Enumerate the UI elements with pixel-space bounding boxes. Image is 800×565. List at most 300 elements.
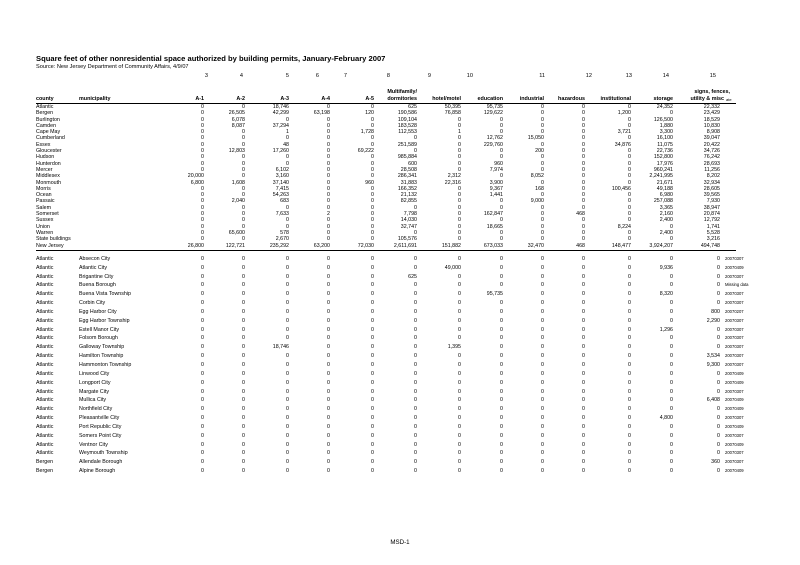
value-cell: 0 xyxy=(286,388,289,395)
value-cell: 0 xyxy=(414,135,417,142)
value-cell: 0 xyxy=(541,300,544,307)
value-cell: 0 xyxy=(286,317,289,324)
date-cell: 20070307 xyxy=(725,255,744,261)
value-cell: 0 xyxy=(458,154,461,161)
value-cell: 190,586 xyxy=(397,110,417,117)
value-cell: 9,936 xyxy=(659,264,673,271)
value-cell: 0 xyxy=(582,192,585,199)
value-cell: 0 xyxy=(371,335,374,342)
value-cell: 0 xyxy=(242,129,245,136)
value-cell: 0 xyxy=(371,282,374,289)
value-cell: 0 xyxy=(717,379,720,386)
value-cell: 0 xyxy=(670,317,673,324)
value-cell: 0 xyxy=(201,198,204,205)
value-cell: 0 xyxy=(201,129,204,136)
value-cell: 0 xyxy=(414,450,417,457)
date-cell: 20070307 xyxy=(725,300,744,306)
value-cell: 0 xyxy=(582,264,585,271)
county-cell: Atlantic xyxy=(36,291,54,298)
value-cell: 24,352 xyxy=(656,104,673,110)
value-cell: 3,900 xyxy=(489,179,503,186)
colnum: 6 xyxy=(315,73,319,79)
value-cell: 0 xyxy=(327,192,330,199)
value-cell: 0 xyxy=(628,236,631,243)
value-cell: 0 xyxy=(500,388,503,395)
value-cell: 0 xyxy=(500,148,503,155)
value-cell: 0 xyxy=(414,362,417,369)
value-cell: 0 xyxy=(458,198,461,205)
value-cell: 0 xyxy=(201,223,204,230)
value-cell: 0 xyxy=(414,379,417,386)
value-cell: 0 xyxy=(371,353,374,360)
value-cell: 673,033 xyxy=(483,242,503,249)
municipality-row xyxy=(36,352,760,361)
header-a1: A-1 xyxy=(195,96,204,102)
value-cell: 11,256 xyxy=(704,166,720,173)
header-storage: storage xyxy=(653,96,673,102)
date-cell: 20070307 xyxy=(725,317,744,323)
municipality-cell: Weymouth Township xyxy=(79,450,128,457)
value-cell: 0 xyxy=(458,335,461,342)
value-cell: 0 xyxy=(242,397,245,404)
value-cell: 2,400 xyxy=(659,229,673,236)
county-cell: Atlantic xyxy=(36,282,54,289)
value-cell: 0 xyxy=(458,273,461,280)
municipality-cell: Mullica City xyxy=(79,397,107,404)
value-cell: 0 xyxy=(582,397,585,404)
value-cell: 0 xyxy=(327,415,330,422)
value-cell: 0 xyxy=(717,255,720,262)
value-cell: 9,367 xyxy=(489,185,503,192)
date-cell: 20070307 xyxy=(725,326,744,332)
value-cell: 0 xyxy=(327,406,330,413)
county-cell: Ocean xyxy=(36,192,52,199)
value-cell: 0 xyxy=(327,468,330,475)
value-cell: 960 xyxy=(494,160,503,167)
municipality-row xyxy=(36,423,760,432)
colnum: 13 xyxy=(625,73,632,79)
value-cell: 0 xyxy=(458,415,461,422)
value-cell: 0 xyxy=(717,273,720,280)
value-cell: 20,000 xyxy=(187,173,204,180)
value-cell: 0 xyxy=(414,204,417,211)
value-cell: 0 xyxy=(327,291,330,298)
value-cell: 0 xyxy=(458,148,461,155)
value-cell: 48 xyxy=(283,141,289,148)
value-cell: 8,908 xyxy=(706,129,720,136)
value-cell: 0 xyxy=(541,141,544,148)
value-cell: 1,880 xyxy=(659,122,673,129)
date-cell: 20070307 xyxy=(725,459,744,465)
date-cell: Missing data xyxy=(725,282,749,288)
county-cell: Atlantic xyxy=(36,255,54,262)
value-cell: 14,030 xyxy=(400,217,417,224)
value-cell: 12,803 xyxy=(228,148,245,155)
value-cell: 0 xyxy=(541,255,544,262)
value-cell: 0 xyxy=(286,264,289,271)
value-cell: 683 xyxy=(280,198,289,205)
date-cell: 20070409 xyxy=(725,423,744,429)
municipality-cell xyxy=(79,243,134,249)
date-cell: 20070307 xyxy=(725,273,744,279)
value-cell: 286,341 xyxy=(397,173,417,180)
value-cell: 0 xyxy=(242,326,245,333)
value-cell: 0 xyxy=(628,388,631,395)
county-cell: Atlantic xyxy=(36,104,54,110)
value-cell: 168 xyxy=(535,185,544,192)
value-cell: 0 xyxy=(371,154,374,161)
value-cell: 0 xyxy=(717,335,720,342)
value-cell: 120 xyxy=(365,110,374,117)
value-cell: 0 xyxy=(500,154,503,161)
value-cell: 0 xyxy=(582,166,585,173)
value-cell: 0 xyxy=(670,432,673,439)
county-cell: Gloucester xyxy=(36,148,62,155)
value-cell: 32,934 xyxy=(703,179,720,186)
value-cell: 12,792 xyxy=(703,217,720,224)
value-cell: 0 xyxy=(286,397,289,404)
value-cell: 0 xyxy=(371,229,374,236)
value-cell: 0 xyxy=(541,217,544,224)
value-cell: 0 xyxy=(458,217,461,224)
value-cell: 494,748 xyxy=(700,242,720,249)
value-cell: 1,395 xyxy=(447,344,461,351)
value-cell: 0 xyxy=(541,223,544,230)
value-cell: 0 xyxy=(286,335,289,342)
value-cell: 0 xyxy=(242,204,245,211)
value-cell: 0 xyxy=(500,432,503,439)
value-cell: 7,930 xyxy=(706,198,720,205)
value-cell: 0 xyxy=(500,468,503,475)
municipality-cell: Egg Harbor City xyxy=(79,308,117,315)
municipality-cell: Pleasantville City xyxy=(79,415,120,422)
value-cell: 0 xyxy=(201,192,204,199)
value-cell: 0 xyxy=(628,179,631,186)
value-cell: 0 xyxy=(500,441,503,448)
value-cell: 0 xyxy=(628,192,631,199)
value-cell: 0 xyxy=(582,423,585,430)
municipality-row xyxy=(36,396,760,405)
value-cell: 34,876 xyxy=(614,141,631,148)
value-cell: 0 xyxy=(286,135,289,142)
value-cell: 0 xyxy=(327,166,330,173)
value-cell: 6,102 xyxy=(275,166,289,173)
value-cell: 0 xyxy=(414,308,417,315)
value-cell: 625 xyxy=(408,104,417,110)
value-cell: 0 xyxy=(670,335,673,342)
value-cell: 0 xyxy=(286,441,289,448)
value-cell: 0 xyxy=(371,211,374,218)
value-cell: 0 xyxy=(327,116,330,123)
value-cell: 0 xyxy=(541,273,544,280)
value-cell: 26,800 xyxy=(187,242,204,249)
value-cell: 0 xyxy=(414,291,417,298)
colnum: 7 xyxy=(343,73,347,79)
value-cell: 9,300 xyxy=(706,362,720,369)
value-cell: 0 xyxy=(582,353,585,360)
value-cell: 0 xyxy=(458,317,461,324)
value-cell: 0 xyxy=(242,291,245,298)
value-cell: 0 xyxy=(371,397,374,404)
value-cell: 0 xyxy=(500,406,503,413)
value-cell: 0 xyxy=(286,370,289,377)
value-cell: 0 xyxy=(371,459,374,466)
value-cell: 18,529 xyxy=(703,116,720,123)
value-cell: 0 xyxy=(327,160,330,167)
date-cell: 20070409 xyxy=(725,441,744,447)
date-cell: 20070207 xyxy=(725,308,744,314)
municipality-row xyxy=(36,255,760,264)
value-cell: 0 xyxy=(582,282,585,289)
value-cell: 0 xyxy=(541,160,544,167)
value-cell: 0 xyxy=(327,223,330,230)
value-cell: 0 xyxy=(458,432,461,439)
municipality-row xyxy=(36,370,760,379)
value-cell: 0 xyxy=(500,335,503,342)
value-cell: 8,224 xyxy=(617,223,631,230)
header-hazardous: hazardous xyxy=(558,96,585,102)
value-cell: 26,505 xyxy=(228,110,245,117)
value-cell: 0 xyxy=(458,122,461,129)
value-cell: 0 xyxy=(582,122,585,129)
value-cell: 0 xyxy=(628,273,631,280)
value-cell: 7,633 xyxy=(275,211,289,218)
header-signs-abbr: ate xyxy=(726,96,732,102)
value-cell: 0 xyxy=(541,129,544,136)
header-a2: A-2 xyxy=(236,96,245,102)
county-row xyxy=(36,243,720,249)
value-cell: 0 xyxy=(327,459,330,466)
value-cell: 0 xyxy=(327,229,330,236)
value-cell: 0 xyxy=(201,397,204,404)
value-cell: 0 xyxy=(541,211,544,218)
value-cell: 12,762 xyxy=(486,135,503,142)
value-cell: 0 xyxy=(201,229,204,236)
value-cell: 0 xyxy=(414,415,417,422)
value-cell: 0 xyxy=(458,291,461,298)
value-cell: 0 xyxy=(286,154,289,161)
value-cell: 0 xyxy=(371,141,374,148)
county-cell: State buildings xyxy=(36,236,71,243)
value-cell: 0 xyxy=(371,379,374,386)
value-cell: 28,693 xyxy=(703,160,720,167)
value-cell: 162,847 xyxy=(483,211,503,218)
value-cell: 0 xyxy=(242,370,245,377)
municipality-cell: Allendale Borough xyxy=(79,459,123,466)
header-signs-line1: signs, fences, xyxy=(694,89,730,95)
value-cell: 0 xyxy=(670,397,673,404)
value-cell: 2,670 xyxy=(275,236,289,243)
value-cell: 1,741 xyxy=(706,223,720,230)
county-cell: Atlantic xyxy=(36,406,54,413)
value-cell: 0 xyxy=(201,160,204,167)
value-cell: 0 xyxy=(582,236,585,243)
value-cell: 0 xyxy=(628,255,631,262)
value-cell: 0 xyxy=(371,122,374,129)
date-cell: 20070307 xyxy=(725,450,744,456)
value-cell: 0 xyxy=(582,388,585,395)
value-cell: 8,087 xyxy=(231,122,245,129)
value-cell: 0 xyxy=(458,450,461,457)
county-cell: Bergen xyxy=(36,468,54,475)
value-cell: 0 xyxy=(286,459,289,466)
value-cell: 0 xyxy=(371,204,374,211)
value-cell: 166,352 xyxy=(397,185,417,192)
county-cell: Hunterdon xyxy=(36,160,61,167)
value-cell: 32,470 xyxy=(527,242,544,249)
date-cell: 20070409 xyxy=(725,397,744,403)
value-cell: 0 xyxy=(242,379,245,386)
value-cell: 0 xyxy=(628,415,631,422)
value-cell: 0 xyxy=(628,335,631,342)
value-cell: 0 xyxy=(371,415,374,422)
value-cell: 0 xyxy=(201,344,204,351)
value-cell: 0 xyxy=(541,344,544,351)
value-cell: 65,600 xyxy=(228,229,245,236)
value-cell: 625 xyxy=(408,273,417,280)
value-cell: 0 xyxy=(717,326,720,333)
value-cell: 15,050 xyxy=(527,135,544,142)
value-cell: 0 xyxy=(242,353,245,360)
county-cell: New Jersey xyxy=(36,242,64,249)
value-cell: 0 xyxy=(414,397,417,404)
header-a3: A-3 xyxy=(280,96,289,102)
value-cell: 0 xyxy=(286,432,289,439)
value-cell: 0 xyxy=(541,441,544,448)
value-cell: 0 xyxy=(717,432,720,439)
value-cell: 0 xyxy=(371,388,374,395)
value-cell: 34,726 xyxy=(703,148,720,155)
municipality-cell: Brigantine City xyxy=(79,273,114,280)
value-cell: 0 xyxy=(201,441,204,448)
value-cell: 0 xyxy=(628,122,631,129)
date-cell: 20070307 xyxy=(725,335,744,341)
value-cell: 0 xyxy=(286,300,289,307)
colnum: 11 xyxy=(539,73,545,79)
value-cell: 0 xyxy=(458,388,461,395)
colnum: 14 xyxy=(662,73,669,79)
value-cell: 0 xyxy=(628,459,631,466)
value-cell: 0 xyxy=(201,166,204,173)
value-cell: 0 xyxy=(242,173,245,180)
value-cell: 0 xyxy=(242,423,245,430)
county-cell: Atlantic xyxy=(36,441,54,448)
value-cell: 0 xyxy=(500,344,503,351)
value-cell: 0 xyxy=(327,379,330,386)
value-cell: 0 xyxy=(327,388,330,395)
report-source: Source: New Jersey Department of Community Affairs, 4/9/07 xyxy=(36,64,189,70)
value-cell: 0 xyxy=(371,406,374,413)
county-cell: Hudson xyxy=(36,154,55,161)
value-cell: 21,132 xyxy=(400,192,417,199)
value-cell: 122,721 xyxy=(225,242,245,249)
value-cell: 0 xyxy=(327,179,330,186)
value-cell: 1 xyxy=(286,129,289,136)
county-cell: Passaic xyxy=(36,198,55,205)
value-cell: 0 xyxy=(717,300,720,307)
value-cell: 257,088 xyxy=(653,198,673,205)
value-cell: 3,924,207 xyxy=(649,242,673,249)
value-cell: 0 xyxy=(286,450,289,457)
value-cell: 0 xyxy=(458,229,461,236)
value-cell: 0 xyxy=(327,122,330,129)
value-cell: 0 xyxy=(414,406,417,413)
value-cell: 0 xyxy=(582,204,585,211)
value-cell: 0 xyxy=(458,353,461,360)
value-cell: 0 xyxy=(242,362,245,369)
colnum: 5 xyxy=(285,73,289,79)
value-cell: 0 xyxy=(201,308,204,315)
value-cell: 468 xyxy=(576,242,585,249)
colnum: 15 xyxy=(709,73,716,79)
value-cell: 0 xyxy=(628,166,631,173)
county-cell: Atlantic xyxy=(36,423,54,430)
municipality-cell: Atlantic City xyxy=(79,264,107,271)
value-cell: 11,075 xyxy=(657,141,673,148)
value-cell: 0 xyxy=(582,217,585,224)
municipality-cell: Estell Manor City xyxy=(79,326,120,333)
value-cell: 0 xyxy=(582,116,585,123)
value-cell: 0 xyxy=(582,370,585,377)
value-cell: 20,874 xyxy=(703,211,720,218)
value-cell: 0 xyxy=(500,122,503,129)
value-cell: 0 xyxy=(628,317,631,324)
date-cell: 20070307 xyxy=(725,291,744,297)
value-cell: 0 xyxy=(582,450,585,457)
value-cell: 0 xyxy=(242,154,245,161)
county-cell: Union xyxy=(36,223,50,230)
value-cell: 39,047 xyxy=(703,135,720,142)
value-cell: 0 xyxy=(327,273,330,280)
value-cell: 42,299 xyxy=(272,110,289,117)
value-cell: 0 xyxy=(242,468,245,475)
header-multifamily-line2: dormitories xyxy=(387,96,417,102)
value-cell: 152,800 xyxy=(653,154,673,161)
municipality-row xyxy=(36,432,760,441)
value-cell: 0 xyxy=(201,211,204,218)
value-cell: 0 xyxy=(500,353,503,360)
county-cell: Monmouth xyxy=(36,179,62,186)
value-cell: 0 xyxy=(201,326,204,333)
value-cell: 0 xyxy=(628,148,631,155)
value-cell: 0 xyxy=(458,255,461,262)
date-cell: 20070409 xyxy=(725,406,744,412)
date-cell: 20070307 xyxy=(725,388,744,394)
value-cell: 0 xyxy=(541,282,544,289)
municipality-cell: Alpine Borough xyxy=(79,468,116,475)
value-cell: 1,296 xyxy=(659,326,673,333)
value-cell: 0 xyxy=(628,406,631,413)
value-cell: 0 xyxy=(242,217,245,224)
value-cell: 0 xyxy=(327,335,330,342)
value-cell: 0 xyxy=(717,423,720,430)
value-cell: 18,665 xyxy=(486,223,503,230)
value-cell: 0 xyxy=(628,379,631,386)
value-cell: 0 xyxy=(242,300,245,307)
value-cell: 0 xyxy=(242,450,245,457)
value-cell: 0 xyxy=(717,406,720,413)
county-cell: Atlantic xyxy=(36,388,54,395)
value-cell: 0 xyxy=(582,432,585,439)
colnum: 8 xyxy=(386,73,390,79)
value-cell: 229,760 xyxy=(483,141,503,148)
value-cell: 6,980 xyxy=(659,192,673,199)
value-cell: 0 xyxy=(541,192,544,199)
value-cell: 0 xyxy=(201,141,204,148)
value-cell: 100,456 xyxy=(611,185,631,192)
value-cell: 0 xyxy=(201,273,204,280)
value-cell: 0 xyxy=(500,459,503,466)
